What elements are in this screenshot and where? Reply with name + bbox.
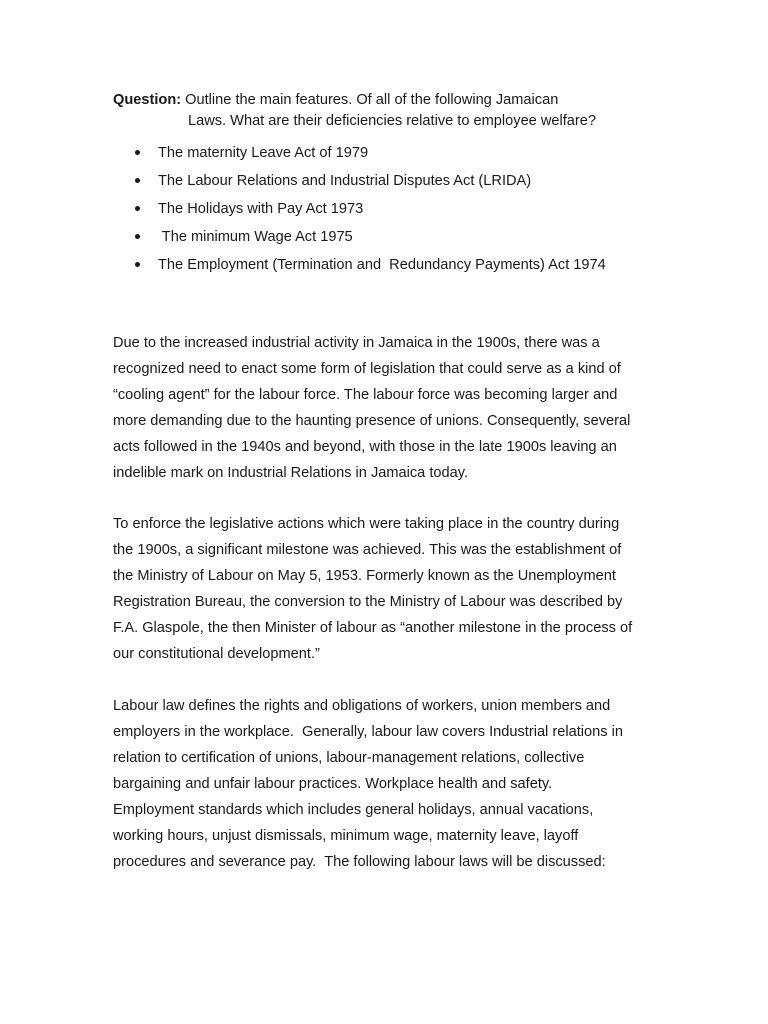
list-item <box>113 254 673 282</box>
bullet-icon <box>135 150 140 155</box>
list-item <box>113 170 673 198</box>
paragraph-line: the 1900s, a significant milestone was achieved. This was the establishment of <box>113 542 622 558</box>
paragraph-line: indelible mark on Industrial Relations in Jamaica today. <box>113 465 469 481</box>
paragraph-line: our constitutional development.” <box>113 646 320 662</box>
question-line-1: Outline the main features. Of all of the following Jamaican <box>181 92 559 108</box>
question-label: Question: <box>113 92 182 108</box>
paragraph-intro <box>113 330 658 486</box>
bullet-icon <box>135 206 140 211</box>
paragraph-ministry <box>113 511 658 667</box>
paragraph-line: Employment standards which includes general holidays, annual vacations, <box>113 802 594 818</box>
paragraph-line: procedures and severance pay. The following labour laws will be discussed: <box>113 854 606 870</box>
paragraph-line: relation to certification of unions, labour-management relations, collective <box>113 750 585 766</box>
paragraph-line: “cooling agent” for the labour force. The labour force was becoming larger and <box>113 387 618 403</box>
paragraph-line: bargaining and unfair labour practices. Workplace health and safety. <box>113 776 553 792</box>
list-item <box>113 142 673 170</box>
bullet-icon <box>135 262 140 267</box>
list-item <box>113 226 673 254</box>
question-block <box>113 90 673 132</box>
list-item-text: The maternity Leave Act of 1979 <box>158 145 369 161</box>
laws-list <box>113 142 673 282</box>
paragraph-line: recognized need to enact some form of legislation that could serve as a kind of <box>113 361 621 377</box>
list-item-text: The Labour Relations and Industrial Disputes Act (LRIDA) <box>158 173 532 189</box>
list-item <box>113 198 673 226</box>
paragraph-line: F.A. Glaspole, the then Minister of labour as “another milestone in the process of <box>113 620 633 636</box>
list-item-text: The minimum Wage Act 1975 <box>158 229 353 245</box>
paragraph-line: employers in the workplace. Generally, labour law covers Industrial relations in <box>113 724 623 740</box>
paragraph-line: the Ministry of Labour on May 5, 1953. Formerly known as the Unemployment <box>113 568 616 584</box>
paragraph-line: acts followed in the 1940s and beyond, with those in the late 1900s leaving an <box>113 439 617 455</box>
list-item-text: The Holidays with Pay Act 1973 <box>158 201 364 217</box>
bullet-icon <box>135 178 140 183</box>
paragraph-line: To enforce the legislative actions which were taking place in the country during <box>113 516 620 532</box>
paragraph-labour-law <box>113 693 658 875</box>
paragraph-line: working hours, unjust dismissals, minimum wage, maternity leave, layoff <box>113 828 579 844</box>
bullet-icon <box>135 234 140 239</box>
list-item-text: The Employment (Termination and Redundancy Payments) Act 1974 <box>158 257 606 273</box>
paragraph-line: more demanding due to the haunting presence of unions. Consequently, several <box>113 413 631 429</box>
paragraph-line: Registration Bureau, the conversion to the Ministry of Labour was described by <box>113 594 623 610</box>
question-line-2: Laws. What are their deficiencies relative to employee welfare? <box>188 113 597 129</box>
paragraph-line: Labour law defines the rights and obligations of workers, union members and <box>113 698 611 714</box>
paragraph-line: Due to the increased industrial activity in Jamaica in the 1900s, there was a <box>113 335 600 351</box>
